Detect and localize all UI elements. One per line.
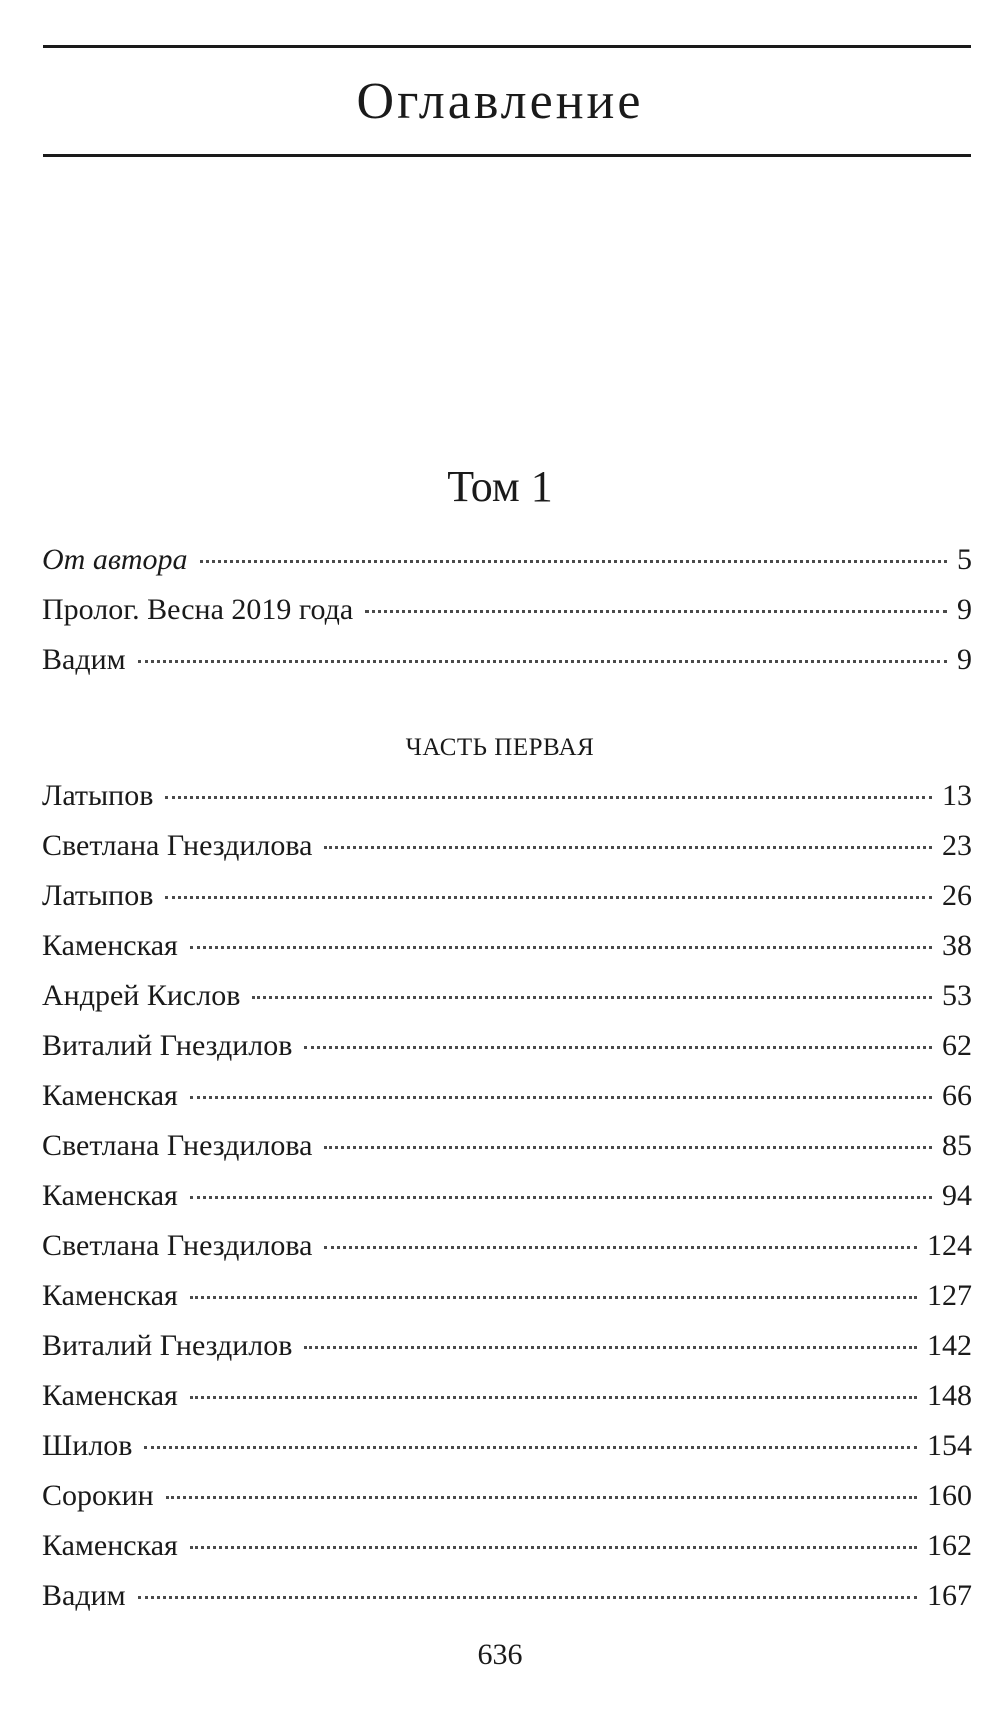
toc-entry-title: Вадим	[42, 1579, 126, 1612]
dot-leader	[324, 1146, 932, 1149]
toc-entry-title: Виталий Гнездилов	[42, 1329, 293, 1362]
toc-entry-title: Светлана Гнездилова	[42, 829, 313, 862]
toc-entry-page: 148	[927, 1379, 972, 1412]
toc-entry	[42, 1026, 972, 1066]
toc-entry-title: Латыпов	[42, 879, 154, 912]
header-rule-top	[43, 45, 971, 48]
part-heading: ЧАСТЬ ПЕРВАЯ	[405, 734, 595, 761]
dot-leader	[304, 1346, 917, 1349]
toc-entry-title: Шилов	[42, 1429, 133, 1462]
dot-leader	[252, 996, 932, 999]
toc-entry-page: 124	[927, 1229, 972, 1262]
toc-entry-page: 94	[942, 1179, 972, 1212]
dot-leader	[200, 560, 947, 563]
dot-leader	[144, 1446, 917, 1449]
dot-leader	[166, 1496, 917, 1499]
toc-entry-title: Каменская	[42, 1079, 178, 1112]
toc-entry	[42, 1426, 972, 1466]
toc-entry-title: Светлана Гнездилова	[42, 1129, 313, 1162]
toc-entry-page: 26	[942, 879, 972, 912]
toc-entry-title: Каменская	[42, 1179, 178, 1212]
toc-entry-page: 154	[927, 1429, 972, 1462]
toc-entry	[42, 826, 972, 866]
dot-leader	[190, 1396, 917, 1399]
toc-entry-title: Латыпов	[42, 779, 154, 812]
toc-entry	[42, 1126, 972, 1166]
toc-entry-title: Сорокин	[42, 1479, 154, 1512]
toc-entry-page: 5	[957, 543, 972, 576]
toc-entry	[42, 1226, 972, 1266]
dot-leader	[190, 1296, 917, 1299]
toc-entry	[42, 540, 972, 580]
dot-leader	[365, 610, 947, 613]
toc-entry-page: 9	[957, 643, 972, 676]
toc-entry	[42, 1276, 972, 1316]
toc-entry-page: 53	[942, 979, 972, 1012]
toc-entry-page: 160	[927, 1479, 972, 1512]
dot-leader	[190, 1546, 917, 1549]
toc-entry	[42, 1376, 972, 1416]
dot-leader	[165, 796, 932, 799]
toc-entry	[42, 926, 972, 966]
toc-entry-page: 62	[942, 1029, 972, 1062]
toc-entry-title: Каменская	[42, 1279, 178, 1312]
dot-leader	[304, 1046, 932, 1049]
toc-entry-title: Пролог. Весна 2019 года	[42, 593, 354, 626]
page-number: 636	[477, 1638, 523, 1671]
toc-entry	[42, 876, 972, 916]
toc-entry-page: 66	[942, 1079, 972, 1112]
toc-entry	[42, 1176, 972, 1216]
toc-entry-page: 167	[927, 1579, 972, 1612]
dot-leader	[190, 1096, 932, 1099]
dot-leader	[165, 896, 932, 899]
toc-entry-page: 9	[957, 593, 972, 626]
toc-entry-title: Виталий Гнездилов	[42, 1029, 293, 1062]
toc-entry	[42, 640, 972, 680]
dot-leader	[190, 946, 932, 949]
toc-entry-title: Светлана Гнездилова	[42, 1229, 313, 1262]
toc-entry-page: 162	[927, 1529, 972, 1562]
toc-entry-page: 127	[927, 1279, 972, 1312]
toc-entry-page: 23	[942, 829, 972, 862]
dot-leader	[324, 846, 932, 849]
toc-entry	[42, 590, 972, 630]
header-rule-bottom	[43, 154, 971, 157]
page-title: Оглавление	[356, 73, 644, 130]
toc-entry	[42, 776, 972, 816]
toc-entry-page: 38	[942, 929, 972, 962]
dot-leader	[138, 660, 947, 663]
dot-leader	[324, 1246, 917, 1249]
toc-entry-title: Каменская	[42, 929, 178, 962]
toc-entry-page: 85	[942, 1129, 972, 1162]
toc-entry	[42, 1476, 972, 1516]
dot-leader	[138, 1596, 917, 1599]
toc-entry-page: 142	[927, 1329, 972, 1362]
toc-entry-title: Каменская	[42, 1529, 178, 1562]
toc-entry	[42, 976, 972, 1016]
toc-entry-title: Каменская	[42, 1379, 178, 1412]
volume-title: Том 1	[447, 462, 553, 511]
toc-entry	[42, 1326, 972, 1366]
dot-leader	[190, 1196, 932, 1199]
toc-entry-title: Вадим	[42, 643, 126, 676]
toc-entry-title: От автора	[42, 543, 188, 576]
toc-entry	[42, 1526, 972, 1566]
toc-entry	[42, 1576, 972, 1616]
toc-entry-page: 13	[942, 779, 972, 812]
toc-entry-title: Андрей Кислов	[42, 979, 241, 1012]
toc-entry	[42, 1076, 972, 1116]
